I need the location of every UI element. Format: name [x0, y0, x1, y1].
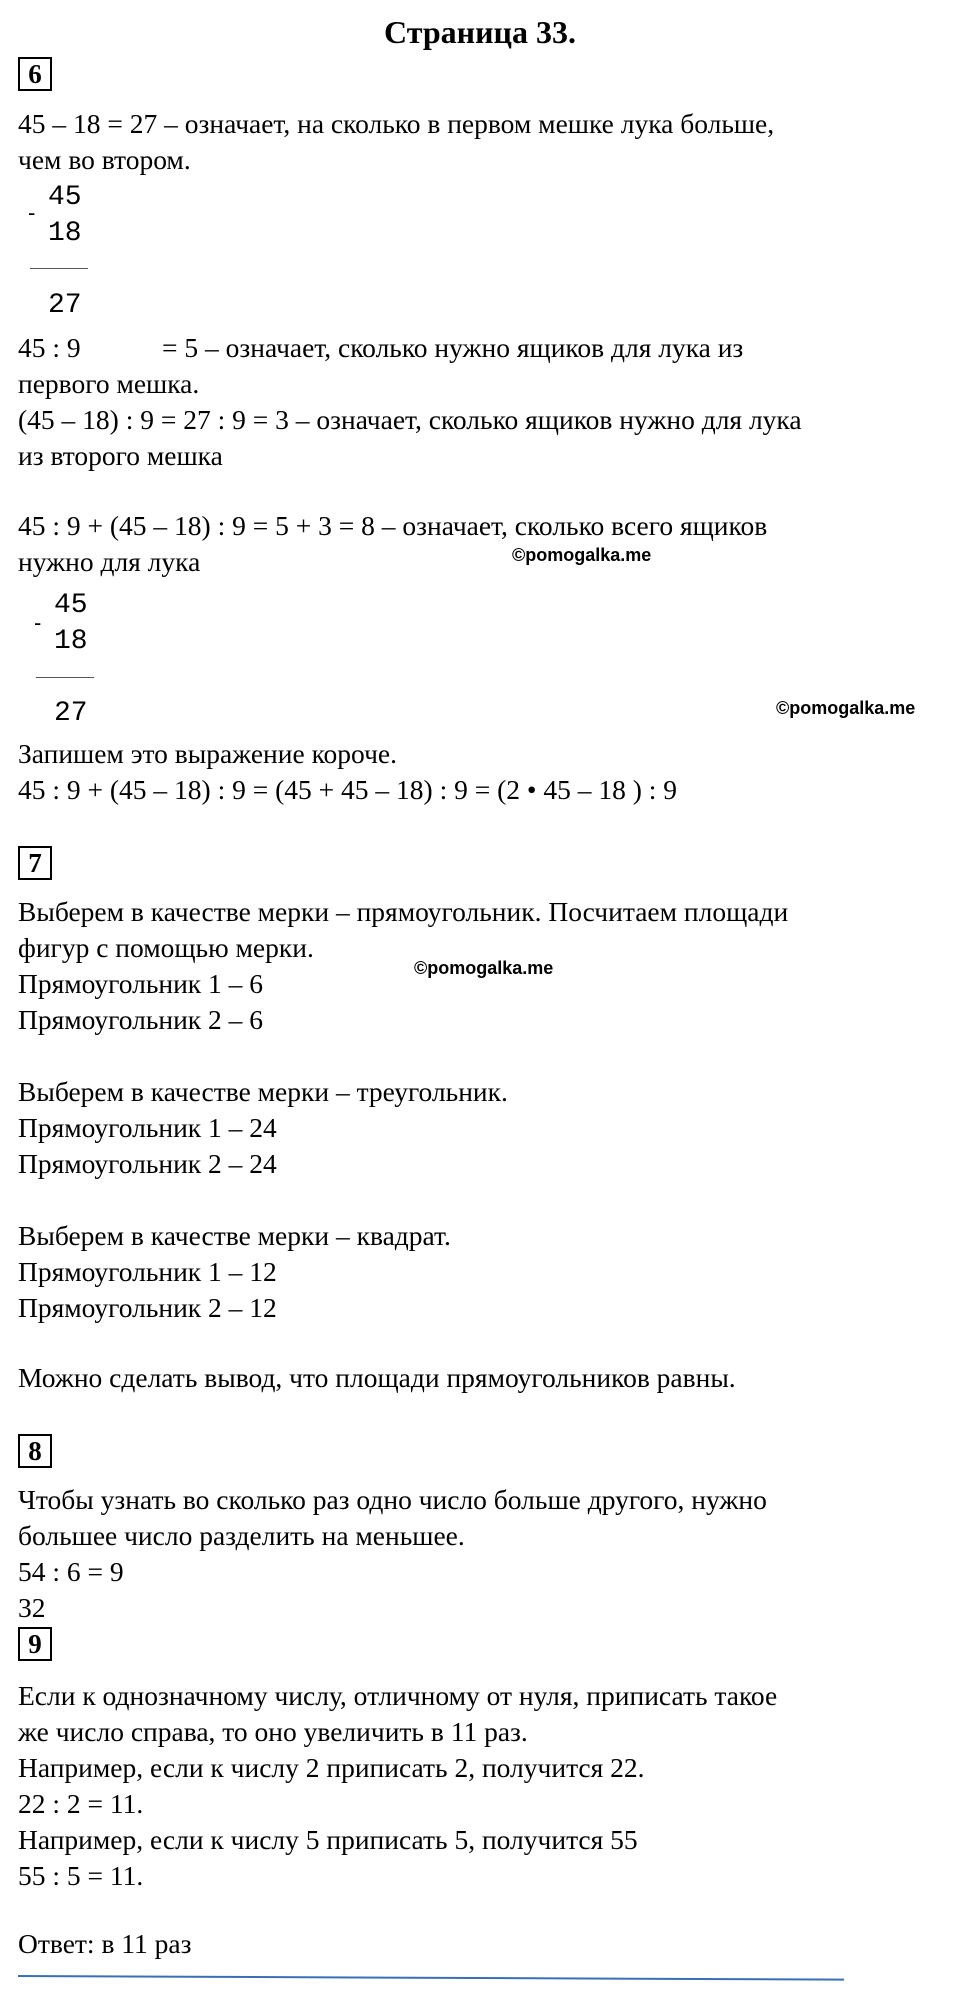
task7-line-10: Прямоугольник 2 – 12	[18, 1292, 277, 1323]
task8-line-4: 32	[18, 1592, 46, 1623]
task6-line-4: первого мешка.	[18, 368, 200, 399]
task7-line-8: Выберем в качестве мерки – квадрат.	[18, 1220, 451, 1251]
column-result-number: 27	[54, 698, 88, 729]
column-top-number: 45	[48, 182, 82, 213]
task6-line-5: (45 – 18) : 9 = 27 : 9 = 3 – означает, сколько ящиков нужно для лука	[18, 404, 802, 435]
task7-line-4: Прямоугольник 2 – 6	[18, 1004, 264, 1035]
task6-line-1: 45 – 18 = 27 – означает, на сколько в первом мешке лука больше,	[18, 108, 775, 139]
task8-line-2: большее число разделить на меньшее.	[18, 1520, 465, 1551]
task-number-6: 6	[18, 57, 52, 91]
task6-line-8: нужно для лука	[18, 546, 201, 577]
column-divider-line	[30, 268, 88, 269]
minus-sign: -	[34, 610, 42, 635]
task-number-8: 8	[18, 1434, 52, 1468]
task9-line-6: 55 : 5 = 11.	[18, 1860, 144, 1891]
footer-divider	[18, 1975, 844, 1981]
task6-line-10: 45 : 9 + (45 – 18) : 9 = (45 + 45 – 18) : 9 = (2 • 45 – 18 ) : 9	[18, 774, 678, 805]
task7-line-11: Можно сделать вывод, что площади прямоугольников равны.	[18, 1362, 736, 1393]
task9-line-3: Например, если к числу 2 приписать 2, получится 22.	[18, 1752, 645, 1783]
task6-line-9: Запишем это выражение короче.	[18, 738, 397, 769]
task7-line-5: Выберем в качестве мерки – треугольник.	[18, 1076, 508, 1107]
task8-line-3: 54 : 6 = 9	[18, 1556, 124, 1587]
column-top-number: 45	[54, 590, 88, 621]
column-divider-line	[36, 677, 94, 678]
watermark-1: ©pomogalka.me	[512, 545, 652, 565]
column-bottom-number: 18	[54, 626, 88, 657]
task6-line-3-right: = 5 – означает, сколько нужно ящиков для лука из	[162, 332, 744, 363]
task6-line-2: чем во втором.	[18, 144, 191, 175]
task7-line-2: фигур с помощью мерки.	[18, 932, 314, 963]
task9-answer: Ответ: в 11 раз	[18, 1928, 192, 1959]
task9-line-4: 22 : 2 = 11.	[18, 1788, 144, 1819]
task7-line-7: Прямоугольник 2 – 24	[18, 1148, 277, 1179]
task9-line-2: же число справа, то оно увеличить в 11 раз.	[18, 1716, 528, 1747]
column-result-number: 27	[48, 290, 82, 321]
page-title: Страница 33.	[384, 14, 576, 50]
task-number-7: 7	[18, 846, 52, 880]
task-number-9: 9	[18, 1627, 52, 1661]
task9-line-1: Если к однозначному числу, отличному от нуля, приписать такое	[18, 1680, 778, 1711]
watermark-2: ©pomogalka.me	[776, 698, 916, 718]
task7-line-3: Прямоугольник 1 – 6	[18, 968, 264, 999]
task6-line-7: 45 : 9 + (45 – 18) : 9 = 5 + 3 = 8 – означает, сколько всего ящиков	[18, 510, 768, 541]
watermark-3: ©pomogalka.me	[414, 958, 554, 978]
task6-line-6: из второго мешка	[18, 440, 223, 471]
column-bottom-number: 18	[48, 218, 82, 249]
task7-line-9: Прямоугольник 1 – 12	[18, 1256, 277, 1287]
task7-line-1: Выберем в качестве мерки – прямоугольник. Посчитаем площади	[18, 896, 789, 927]
task8-line-1: Чтобы узнать во сколько раз одно число больше другого, нужно	[18, 1484, 767, 1515]
task7-line-6: Прямоугольник 1 – 24	[18, 1112, 277, 1143]
minus-sign: -	[28, 200, 36, 225]
task6-line-3-left: 45 : 9	[18, 332, 81, 363]
task9-line-5: Например, если к числу 5 приписать 5, получится 55	[18, 1824, 638, 1855]
